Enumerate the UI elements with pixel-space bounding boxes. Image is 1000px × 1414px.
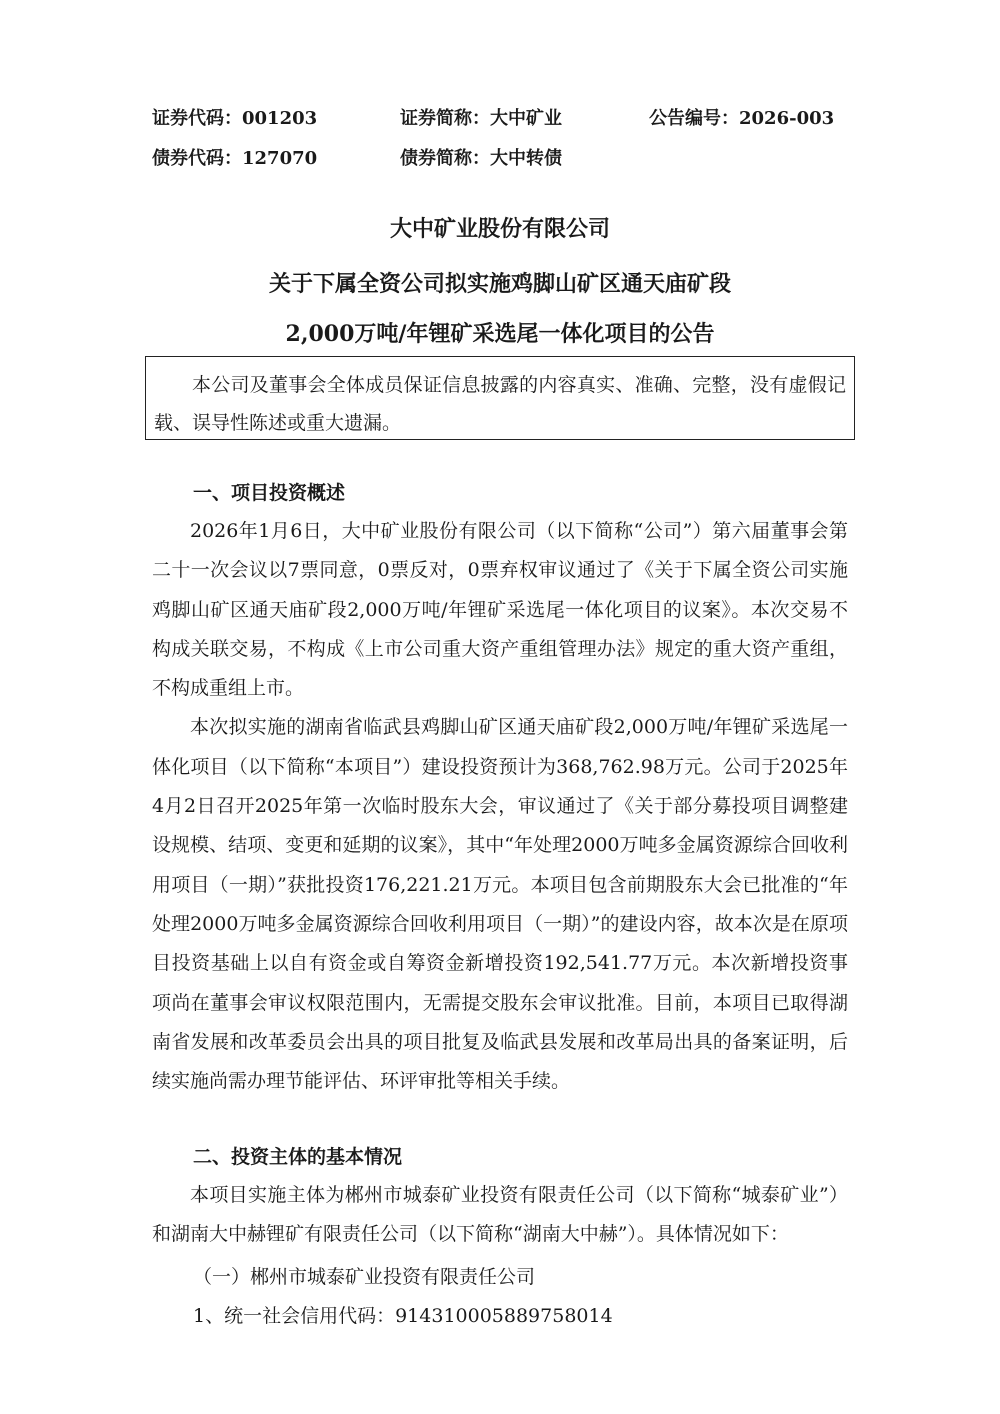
section-1-paragraph-1: 2026年1月6日，大中矿业股份有限公司（以下简称“公司”）第六届董事会第二十一次会议以7票同意，0票反对，0票弃权审议通过了《关于下属全资公司实施鸡脚山矿区通天庙矿段2,000万吨/年锂矿采选尾一体化项目的议案》。本次交易不构成关联交易，不构成《上市公司重大资产重组管理办法》规定的重大资产重组，不构成重组上市。: [152, 520, 848, 700]
section-1-paragraph-2: 本次拟实施的湖南省临武县鸡脚山矿区通天庙矿段2,000万吨/年锂矿采选尾一体化项目（以下简称“本项目”）建设投资预计为368,762.98万元。公司于2025年4月2日召开2025年第一次临时股东大会，审议通过了《关于部分募投项目调整建设规模、结项、变更和延期的议案》，其中“年处理2000万吨多金属资源综合回收利用项目（一期）”获批投资176,221.21万元。本项目包含前期股东大会已批准的“年处理2000万吨多金属资源综合回收利用项目（一期）”的建设内容，故本次是在原项目投资基础上以自有资金或自筹资金新增投资192,541.77万元。本次新增投资事项尚在董事会审议权限范围内，无需提交股东会审议批准。目前，本项目已取得湖南省发展和改革委员会出具的项目批复及临武县发展和改革局出具的备案证明，后续实施尚需办理节能评估、环评审批等相关手续。: [152, 716, 848, 1093]
section-1-heading: 一、项目投资概述: [193, 482, 346, 504]
stock-code: 证券代码：001203: [152, 108, 318, 129]
bond-code: 债券代码：127070: [152, 148, 318, 169]
section-2-body: [152, 1176, 848, 1255]
section-2-paragraph-1: 本项目实施主体为郴州市城泰矿业投资有限责任公司（以下简称“城泰矿业”）和湖南大中赫锂矿有限责任公司（以下简称“湖南大中赫”）。具体情况如下：: [152, 1184, 848, 1246]
section-1-body: [152, 512, 848, 1101]
section-2-heading: 二、投资主体的基本情况: [193, 1146, 403, 1168]
disclosure-notice-box: [145, 356, 855, 440]
title-company: 大中矿业股份有限公司: [389, 216, 610, 242]
title-line-2: 关于下属全资公司拟实施鸡脚山矿区通天庙矿段: [268, 271, 731, 297]
title-line-3: 2,000万吨/年锂矿采选尾一体化项目的公告: [285, 321, 715, 347]
announcement-number: 公告编号：2026-003: [649, 108, 835, 129]
subsection-1-heading: （一）郴州市城泰矿业投资有限责任公司: [193, 1266, 536, 1288]
bond-name: 债券简称：大中转债: [400, 148, 562, 169]
disclosure-notice-text: 本公司及董事会全体成员保证信息披露的内容真实、准确、完整，没有虚假记载、误导性陈述或重大遗漏。: [154, 374, 846, 434]
credit-code-item: 1、统一社会信用代码：914310005889758014: [193, 1305, 613, 1327]
stock-name: 证券简称：大中矿业: [400, 108, 562, 129]
